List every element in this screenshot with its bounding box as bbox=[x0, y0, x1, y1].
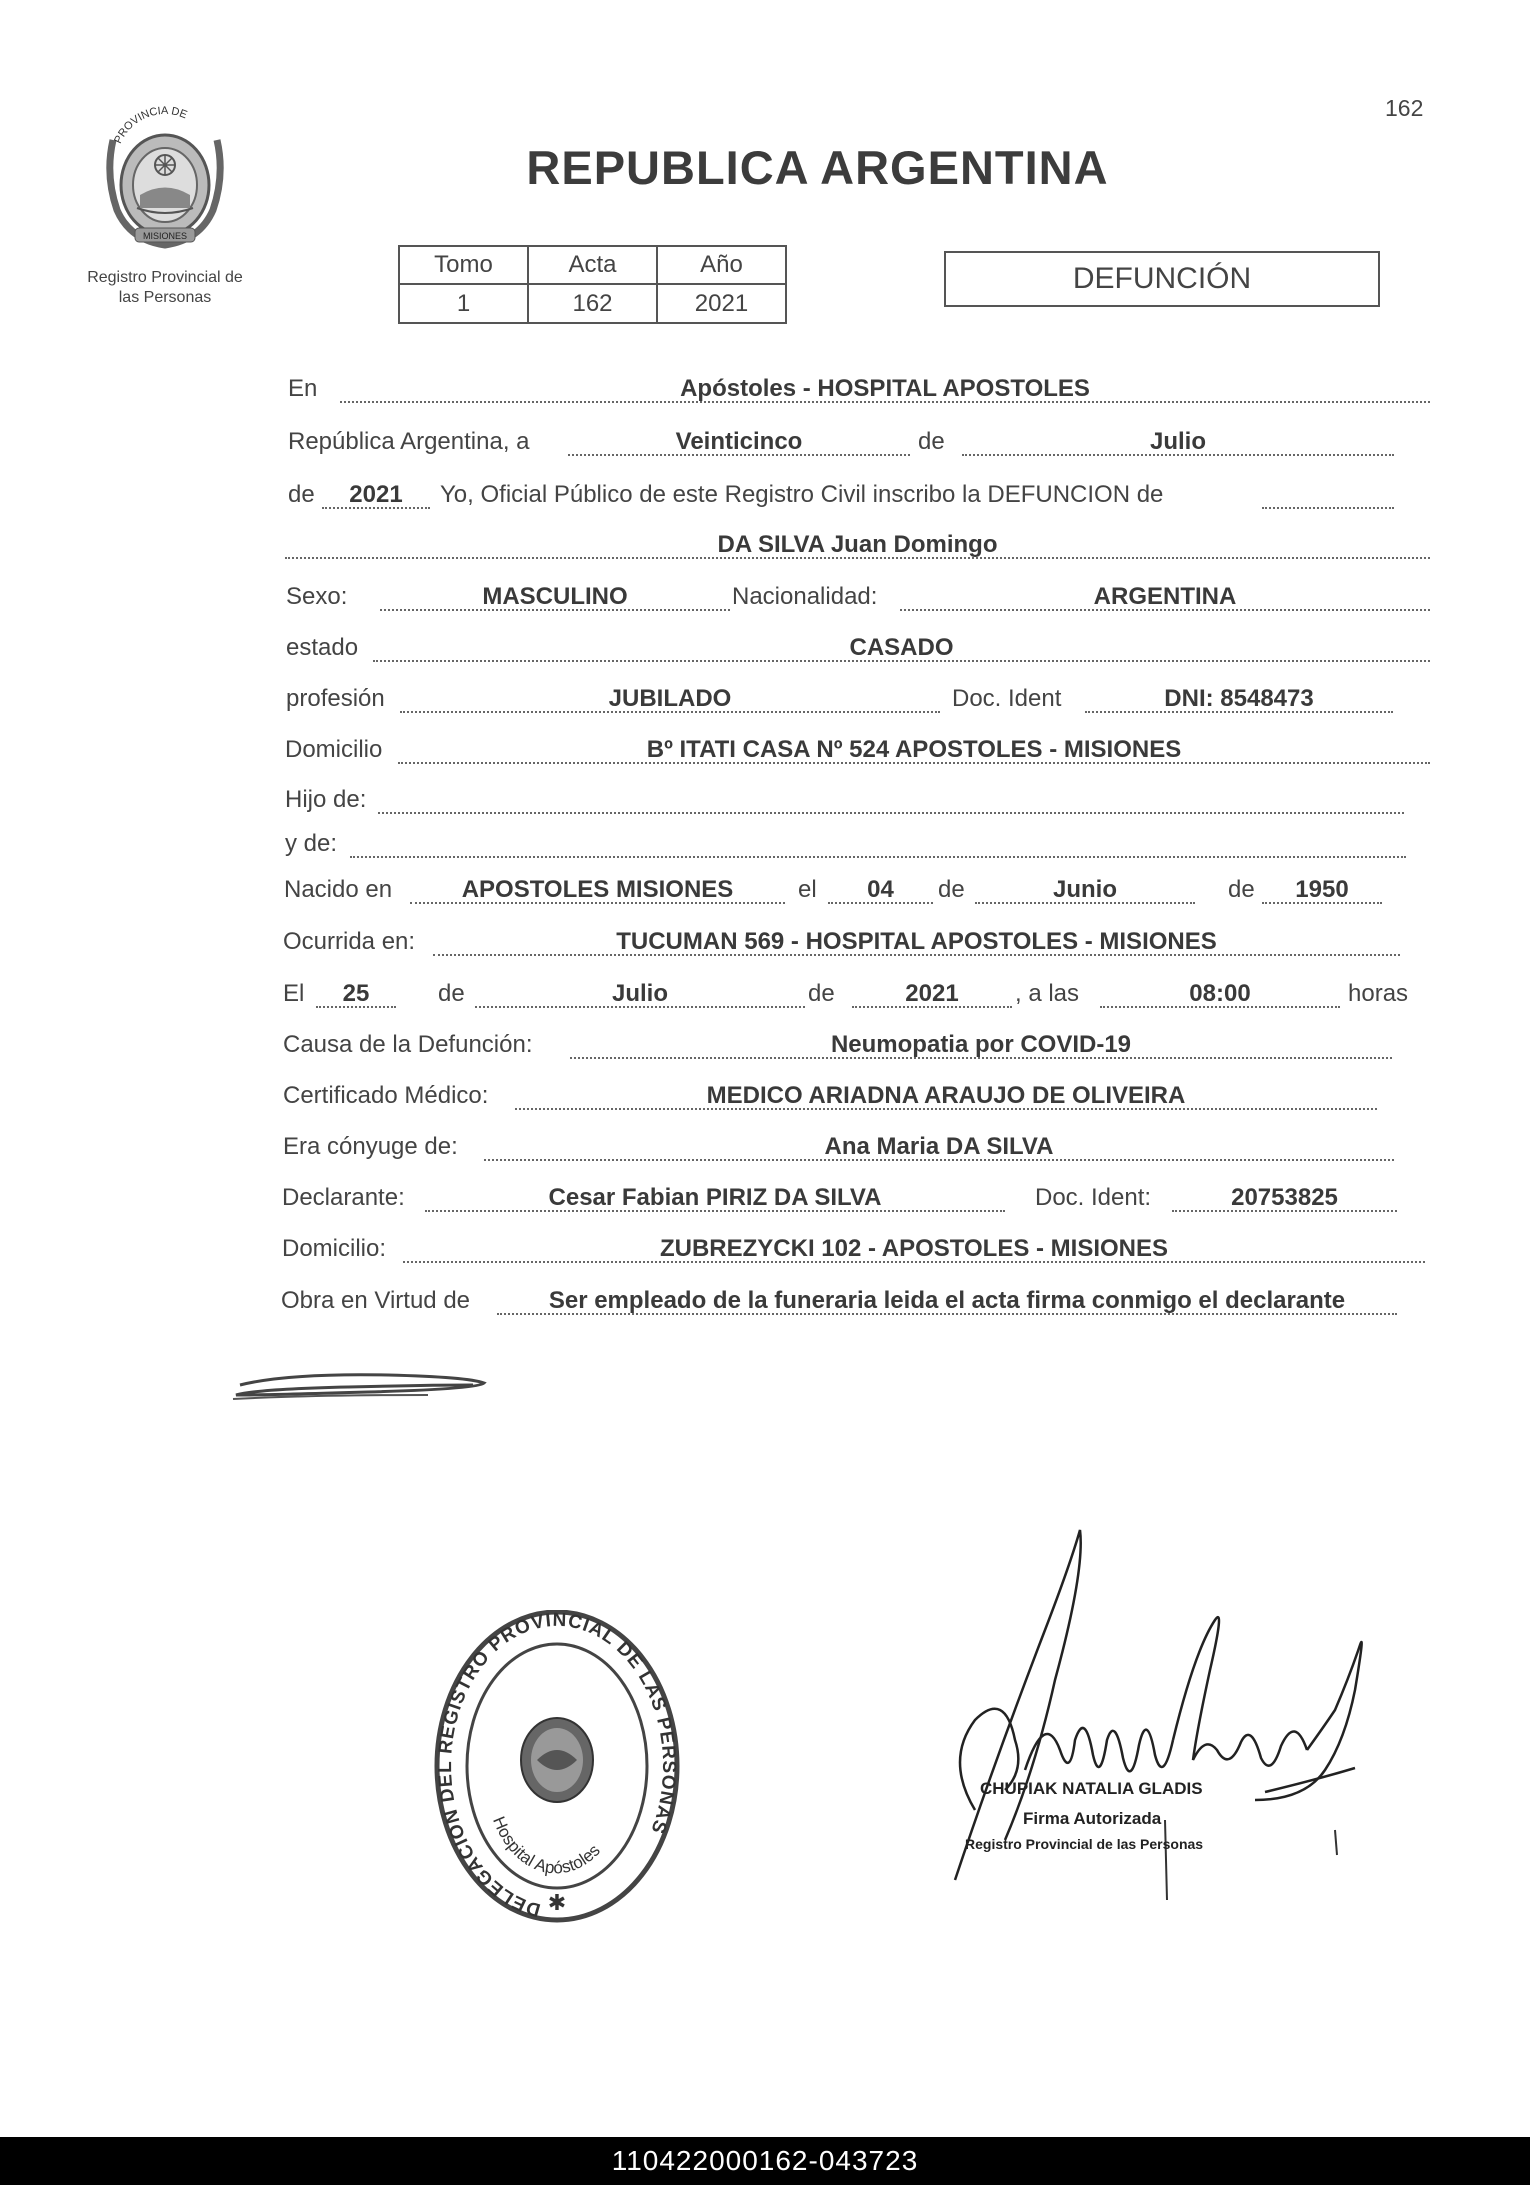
acta-value: 162 bbox=[528, 284, 657, 323]
certificado-label: Certificado Médico: bbox=[283, 1082, 489, 1109]
volume-table-header-row bbox=[399, 246, 786, 284]
doc-ident-label: Doc. Ident bbox=[952, 685, 1062, 712]
yde-label: y de: bbox=[285, 830, 338, 857]
hospital-stamp bbox=[432, 1610, 682, 1935]
signature-icon bbox=[935, 1510, 1415, 1930]
alas-label: , a las bbox=[1015, 980, 1080, 1007]
horas-label: horas bbox=[1348, 980, 1409, 1007]
certificado-value: MEDICO ARIADNA ARAUJO DE OLIVEIRA bbox=[706, 1082, 1186, 1109]
de-label: de bbox=[918, 428, 945, 455]
estado-value: CASADO bbox=[849, 634, 954, 661]
en-value: Apóstoles - HOSPITAL APOSTOLES bbox=[680, 375, 1090, 402]
causa-label: Causa de la Defunción: bbox=[283, 1031, 533, 1058]
doc-ident2-value: 20753825 bbox=[1231, 1184, 1338, 1211]
ocurrida-value: TUCUMAN 569 - HOSPITAL APOSTOLES - MISIONES bbox=[616, 928, 1217, 955]
birth-day: 04 bbox=[867, 876, 894, 903]
signature-role: Firma Autorizada bbox=[1023, 1809, 1162, 1828]
oficial-line bbox=[1262, 481, 1394, 509]
hijo-line bbox=[378, 786, 1404, 814]
page-title bbox=[0, 140, 1530, 195]
el-label: el bbox=[798, 876, 817, 903]
hijo-label: Hijo de: bbox=[285, 786, 367, 813]
profesion-value: JUBILADO bbox=[608, 685, 732, 712]
yde-line bbox=[350, 830, 1406, 858]
tomo-value: 1 bbox=[399, 284, 528, 323]
deceased-name: DA SILVA Juan Domingo bbox=[717, 531, 998, 558]
de-d2-label: de bbox=[808, 980, 835, 1007]
el2-label: El bbox=[283, 980, 305, 1007]
declarante-label: Declarante: bbox=[282, 1184, 405, 1211]
page-title-text: REPUBLICA ARGENTINA bbox=[526, 141, 1109, 194]
death-day: 25 bbox=[342, 980, 370, 1007]
registry-label-line1: Registro Provincial de bbox=[87, 269, 243, 286]
de-b1-label: de bbox=[938, 876, 965, 903]
svg-text:✱: ✱ bbox=[547, 1891, 567, 1916]
registry-label-line2: las Personas bbox=[118, 289, 212, 306]
death-time: 08:00 bbox=[1189, 980, 1251, 1007]
ano-value: 2021 bbox=[657, 284, 786, 323]
svg-text:MISIONES: MISIONES bbox=[142, 231, 188, 241]
nacionalidad-value: ARGENTINA bbox=[1093, 583, 1237, 610]
oficial-text: Yo, Oficial Público de este Registro Civil inscribo la DEFUNCION de bbox=[440, 481, 1164, 508]
conyuge-label: Era cónyuge de: bbox=[283, 1133, 458, 1160]
registry-label bbox=[55, 268, 275, 308]
domicilio2-value: ZUBREZYCKI 102 - APOSTOLES - MISIONES bbox=[659, 1235, 1169, 1262]
stamp-text: DELEGACION DEL REGISTRO PROVINCIAL DE LAS PERSONAS bbox=[435, 1610, 680, 1921]
tomo-header: Tomo bbox=[399, 246, 528, 284]
obra-value: Ser empleado de la funeraria leida el acta firma conmigo el declarante bbox=[548, 1287, 1346, 1314]
volume-table bbox=[398, 245, 787, 324]
authorized-signature bbox=[935, 1510, 1415, 1935]
sexo-value: MASCULINO bbox=[482, 583, 628, 610]
sexo-label: Sexo: bbox=[286, 583, 348, 610]
doc-ident-value: DNI: 8548473 bbox=[1164, 685, 1314, 712]
acta-header: Acta bbox=[528, 246, 657, 284]
en-label: En bbox=[288, 375, 318, 402]
death-year: 2021 bbox=[905, 980, 959, 1007]
doc-ident2-label: Doc. Ident: bbox=[1035, 1184, 1152, 1211]
birth-year: 1950 bbox=[1295, 876, 1349, 903]
estado-label: estado bbox=[286, 634, 359, 661]
record-type-box: DEFUNCIÓN bbox=[944, 251, 1380, 307]
declarante-value: Cesar Fabian PIRIZ DA SILVA bbox=[548, 1184, 882, 1211]
year-value: 2021 bbox=[349, 481, 403, 508]
conyuge-value: Ana Maria DA SILVA bbox=[824, 1133, 1054, 1160]
seal-text: PROVINCIA DE bbox=[112, 104, 189, 146]
profesion-label: profesión bbox=[286, 685, 385, 712]
volume-table-value-row bbox=[399, 284, 786, 323]
signature-office: Registro Provincial de las Personas bbox=[965, 1836, 1204, 1852]
footer-code: 110422000162-043723 bbox=[0, 2137, 1530, 2185]
de2-label: de bbox=[288, 481, 315, 508]
nacido-label: Nacido en bbox=[284, 876, 393, 903]
ocurrida-label: Ocurrida en: bbox=[283, 928, 416, 955]
republica-label: República Argentina, a bbox=[288, 428, 530, 455]
obra-label: Obra en Virtud de bbox=[281, 1287, 471, 1314]
nacionalidad-label: Nacionalidad: bbox=[732, 583, 878, 610]
hospital-stamp-icon bbox=[432, 1610, 682, 1930]
de-d1-label: de bbox=[438, 980, 465, 1007]
day-text-value: Veinticinco bbox=[675, 428, 803, 455]
closing-scribble bbox=[228, 1365, 498, 1415]
ano-header: Año bbox=[657, 246, 786, 284]
causa-value: Neumopatia por COVID-19 bbox=[830, 1031, 1132, 1058]
domicilio-label: Domicilio bbox=[285, 736, 383, 763]
stamp-inner-text: Hospital Apóstoles bbox=[489, 1813, 604, 1878]
domicilio-value: Bº ITATI CASA Nº 524 APOSTOLES - MISIONES bbox=[646, 736, 1182, 763]
birth-month: Junio bbox=[1053, 876, 1117, 903]
domicilio2-label: Domicilio: bbox=[282, 1235, 387, 1262]
month-value: Julio bbox=[1149, 428, 1206, 455]
closing-scribble-icon bbox=[228, 1365, 498, 1410]
page-number: 162 bbox=[1385, 95, 1424, 121]
death-month: Julio bbox=[611, 980, 668, 1007]
de-b2-label: de bbox=[1228, 876, 1255, 903]
nacido-value: APOSTOLES MISIONES bbox=[461, 876, 734, 903]
signature-name: CHUPIAK NATALIA GLADIS bbox=[980, 1779, 1203, 1798]
